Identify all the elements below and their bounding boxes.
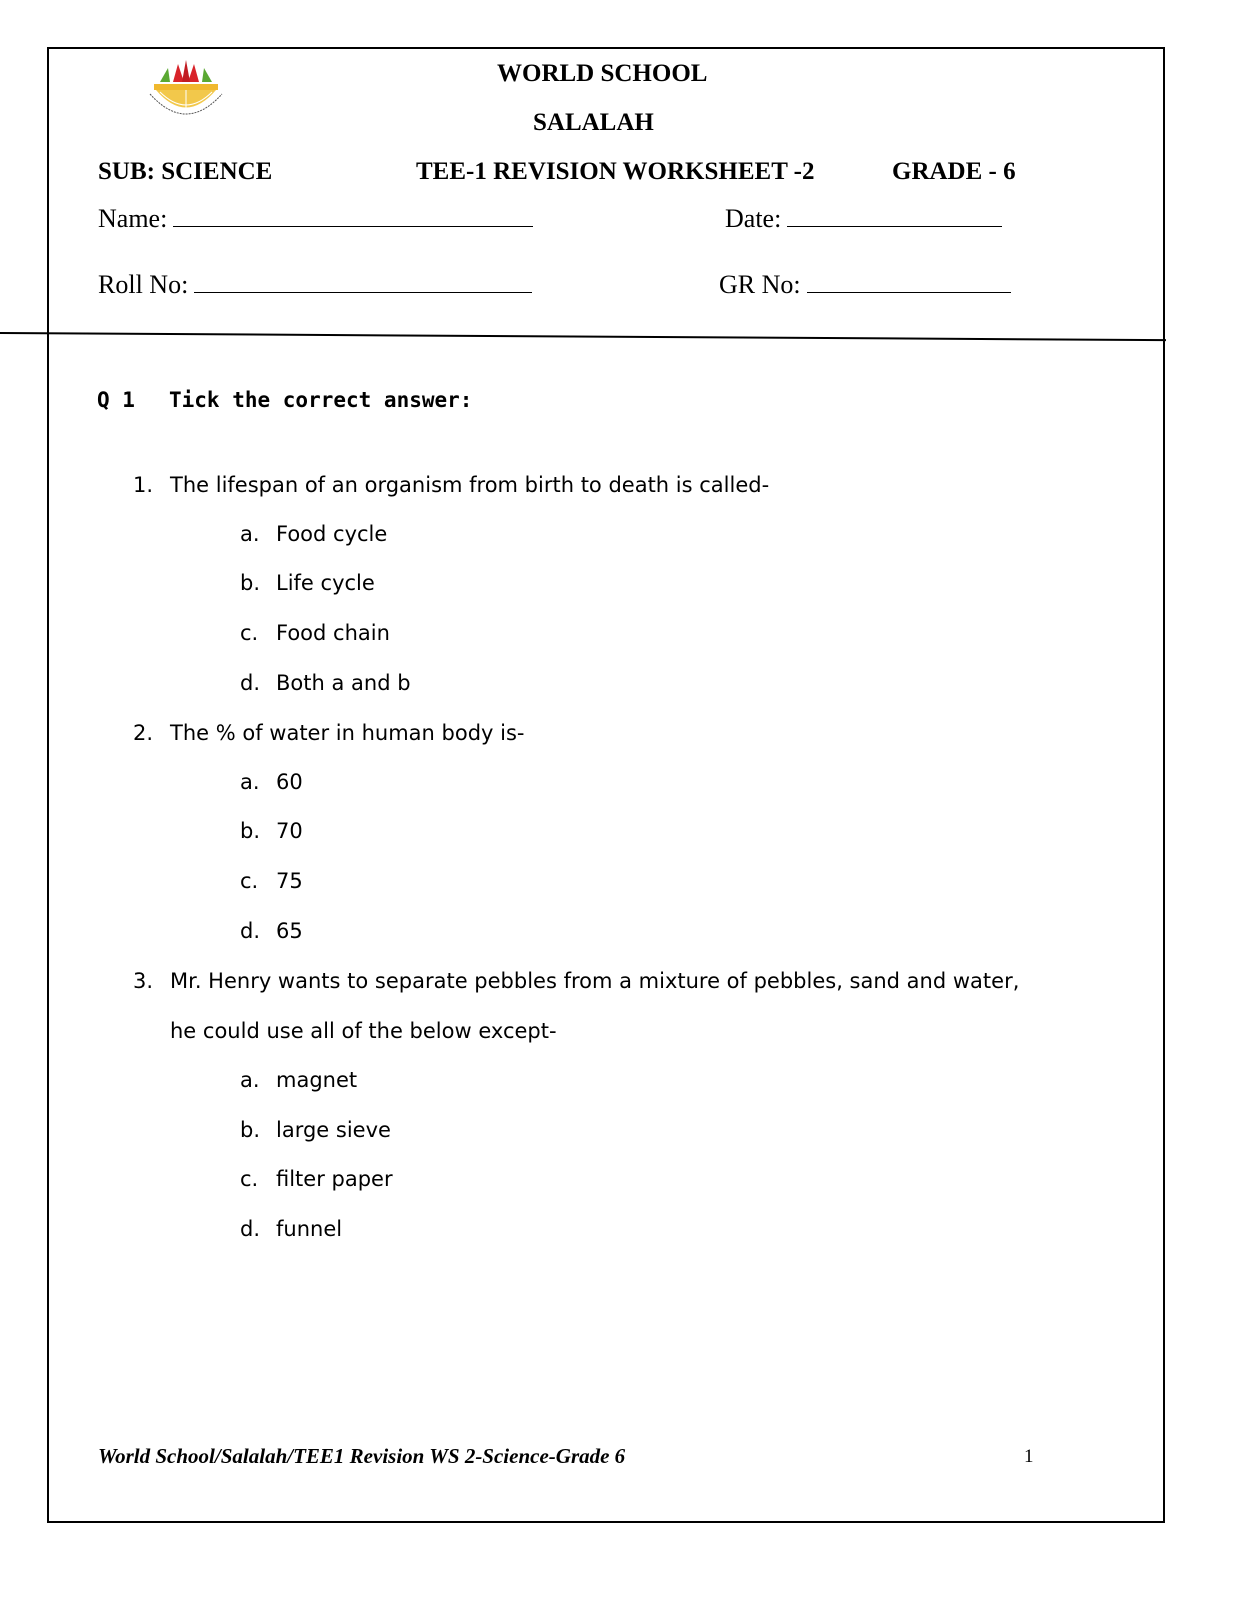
- question-number: 1.: [133, 473, 154, 497]
- gr-label: GR No:: [719, 270, 801, 299]
- date-label: Date:: [725, 204, 782, 233]
- option-label: c.: [240, 869, 259, 893]
- option[interactable]: magnet: [276, 1068, 358, 1092]
- date-field[interactable]: [725, 204, 1002, 234]
- section-number: Q 1: [97, 388, 135, 412]
- page-border: [47, 47, 1165, 1523]
- grade: GRADE - 6: [892, 158, 1016, 185]
- question-text: The % of water in human body is-: [170, 721, 525, 745]
- name-field[interactable]: [98, 204, 533, 234]
- option[interactable]: funnel: [276, 1217, 343, 1241]
- question-number: 2.: [133, 721, 154, 745]
- option-label: a.: [240, 522, 260, 546]
- subject: SUB: SCIENCE: [98, 158, 273, 185]
- option-label: d.: [240, 919, 261, 943]
- option-label: b.: [240, 571, 261, 595]
- option[interactable]: 75: [276, 869, 303, 893]
- gr-field[interactable]: [719, 270, 1011, 300]
- option-label: c.: [240, 1167, 259, 1191]
- option-label: c.: [240, 621, 259, 645]
- option[interactable]: 65: [276, 919, 303, 943]
- question-number: 3.: [133, 969, 154, 993]
- name-label: Name:: [98, 204, 168, 233]
- roll-field[interactable]: [98, 270, 532, 300]
- school-name: WORLD SCHOOL: [497, 60, 708, 87]
- option[interactable]: Both a and b: [276, 671, 411, 695]
- option[interactable]: Life cycle: [276, 571, 375, 595]
- option[interactable]: Food chain: [276, 621, 390, 645]
- option[interactable]: 60: [276, 770, 303, 794]
- school-city: SALALAH: [533, 109, 654, 136]
- option-label: a.: [240, 1068, 260, 1092]
- option-label: d.: [240, 671, 261, 695]
- option[interactable]: Food cycle: [276, 522, 388, 546]
- worksheet-title: TEE-1 REVISION WORKSHEET -2: [416, 158, 815, 185]
- section-title: Tick the correct answer:: [169, 388, 473, 412]
- question-text-continued: he could use all of the below except-: [170, 1019, 557, 1043]
- question-text: Mr. Henry wants to separate pebbles from a mixture of pebbles, sand and water,: [170, 969, 1020, 993]
- option[interactable]: large sieve: [276, 1118, 391, 1142]
- option-label: a.: [240, 770, 260, 794]
- option[interactable]: 70: [276, 819, 303, 843]
- option-label: b.: [240, 1118, 261, 1142]
- roll-label: Roll No:: [98, 270, 189, 299]
- school-logo: [146, 60, 226, 120]
- question-text: The lifespan of an organism from birth to death is called-: [170, 473, 770, 497]
- option-label: d.: [240, 1217, 261, 1241]
- page-number: 1: [1024, 1446, 1034, 1467]
- option[interactable]: filter paper: [276, 1167, 393, 1191]
- option-label: b.: [240, 819, 261, 843]
- footer-text: World School/Salalah/TEE1 Revision WS 2-Science-Grade 6: [98, 1444, 626, 1468]
